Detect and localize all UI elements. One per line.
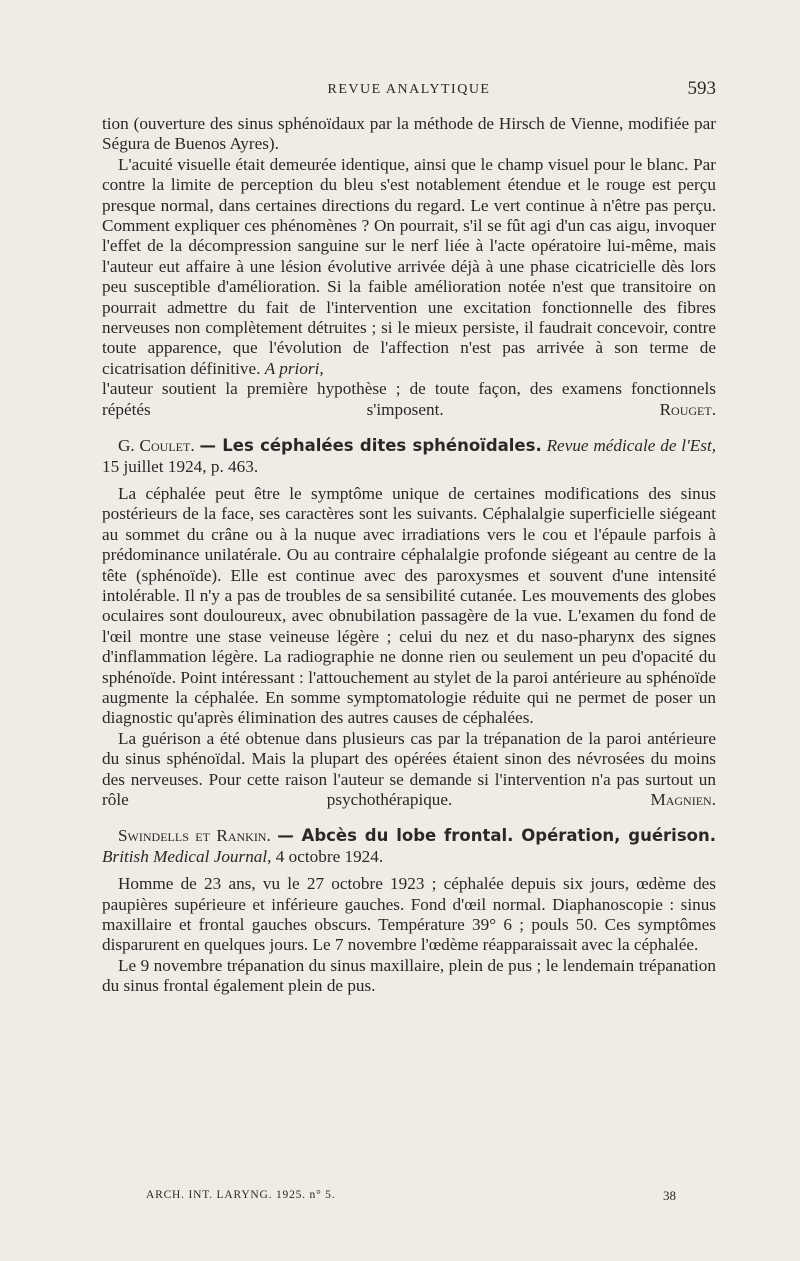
article2-paragraph-2 (102, 729, 716, 811)
article2-citation (102, 436, 716, 477)
spacer (102, 477, 716, 484)
article3-journal: British Medical Journal, (102, 846, 272, 866)
article1-paragraph-2-text: L'acuité visuelle était demeurée identique, ainsi que le champ visuel pour le blanc. Par contre la limite de perception du bleu s'est notablement étendue et le rouge est perçu presque normal, dans certaines directions du regard. Le vert continue à n'être pas perçu. Comment expliquer ces phénomènes ? On pourrait, s'il se fût agi d'un cas aigu, invoquer l'effet de la décompression sanguine sur le nerf liée à l'acte opératoire lui-même, mais l'auteur eut affaire à une lésion évolutive arrivée déjà à une phase cicatricielle dès lors peu susceptible d'amélioration. Si la faible amélioration notée n'est que transitoire on pourrait admettre du fait de l'intervention une excitation fonctionnelle des fibres nerveuses non complètement détruites ; si le mieux persiste, il faudrait concevoir, contre toute apparence, que l'évolution de l'affection n'est pas arrivée à son terme de cicatrisation définitive. (102, 154, 716, 378)
article2-signature: Magnien. (650, 790, 717, 809)
article2-details: 15 juillet 1924, p. 463. (102, 456, 259, 476)
article1-paragraph-1: tion (ouverture des sinus sphénoïdaux par la méthode de Hirsch de Vienne, modifiée par Ségura de Buenos Ayres). (102, 114, 716, 154)
article3-paragraph-1: Homme de 23 ans, vu le 27 octobre 1923 ; céphalée depuis six jours, œdème des paupières supérieure et inférieure gauches. Fond d'œil normal. Diaphanoscopie : sinus maxillaire et frontal gauches obscurs. Température 39° 6 ; pouls 50. Ces symptômes disparurent en quelques jours. Le 7 novembre l'œdème réapparaissait avec la céphalée. (102, 874, 716, 955)
article1-paragraph-2 (102, 155, 716, 379)
page-header (102, 78, 716, 104)
article3-title: — Abcès du lobe frontal. Opération, guérison. (277, 826, 717, 846)
article2-paragraph-1: La céphalée peut être le symptôme unique de certaines modifications des sinus postérieurs de la face, ses caractères sont les suivants. Céphalalgie superficielle siégeant au sommet du crâne ou à la nuque avec irradiations vers le cou et l'épaule parfois à prédominance unilatérale. Ou au contraire céphalalgie profonde siégeant au centre de la tête (sphénoïde). Elle est continue avec des paroxysmes et souvent d'une intensité intolérable. Il n'y a pas de troubles de sa sensibilité cutanée. Les mouvements des globes oculaires sont douloureux, avec obnubilation passagère de la vue. L'examen du fond de l'œil montre une stase veineuse légère ; celui du nez et du naso-pharynx des signes d'inflammation légère. La radiographie ne donne rien ou seulement un peu d'opacité du sphénoïde. Point intéressant : l'attouchement au stylet de la paroi antérieure au sphénoïde augmente la céphalée. En somme symptomatologie réduite qui ne permet de poser un diagnostic qu'après élimination des autres causes de céphalées. (102, 483, 716, 728)
page-footer (146, 1189, 676, 1205)
running-head: REVUE ANALYTIQUE (327, 82, 491, 97)
article2-author: G. Coulet. (118, 436, 195, 456)
footer-signature-mark: 38 (663, 1188, 676, 1203)
article3-paragraph-2: Le 9 novembre trépanation du sinus maxillaire, plein de pus ; le lendemain trépanation du sinus frontal également plein de pus. (102, 955, 716, 996)
body-text (102, 114, 716, 997)
footer-citation: ARCH. INT. LARYNG. 1925. n° 5. (146, 1189, 336, 1201)
article3-details: 4 octobre 1924. (275, 846, 384, 866)
article3-authors: Swindells et Rankin. (118, 826, 271, 846)
article1-italic-phrase: A priori, (264, 358, 324, 378)
article3-citation (102, 826, 716, 867)
article2-paragraph-2-text: La guérison a été obtenue dans plusieurs cas par la trépanation de la paroi antérieure du sinus sphénoïdal. Mais la plupart des opérées étaient sinon des névrosées du moins des nerveuses. Pour cette raison l'auteur se demande si l'intervention n'a pas surtout un rôle psychothérapique. (102, 728, 716, 809)
page-number: 593 (687, 78, 716, 99)
article1-closing-text: l'auteur soutient la première hypothèse ; de toute façon, des examens fonctionnels répétés s'imposent. (102, 379, 716, 419)
spacer (102, 867, 716, 874)
article1-closing-line (102, 379, 716, 420)
article2-journal: Revue médicale de l'Est, (546, 436, 717, 456)
article2-title: — Les céphalées dites sphénoïdales. (199, 436, 542, 456)
article1-signature: Rouget. (659, 399, 716, 419)
